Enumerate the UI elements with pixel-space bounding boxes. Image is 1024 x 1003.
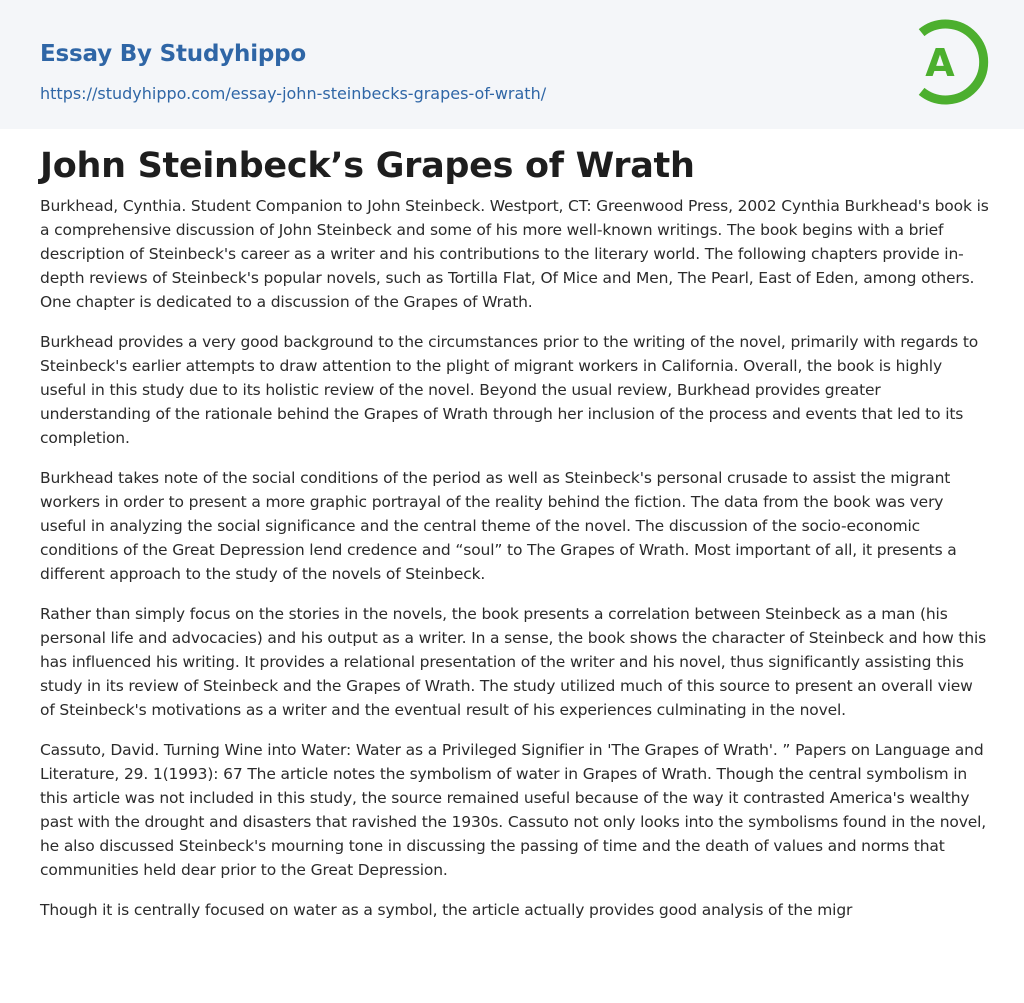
paragraph-2: Burkhead provides a very good background to the circumstances prior to the writing of the novel, primarily with regards to Steinbeck's earlier attempts to draw attention to the plight of migrant workers in California. Overall, the book is highly useful in this study due to its holistic review of the novel. Beyond the usual review, Burkhead provides greater understanding of the rationale behind the Grapes of Wrath through her inclusion of the process and events that led to its completion. bbox=[40, 333, 979, 447]
logo-letter: A bbox=[925, 41, 955, 85]
paragraph-6: Though it is centrally focused on water as a symbol, the article actually provides good analysis of the migr bbox=[40, 901, 853, 919]
site-brand[interactable]: Essay By Studyhippo bbox=[40, 41, 307, 67]
source-url-link[interactable]: https://studyhippo.com/essay-john-steinbecks-grapes-of-wrath/ bbox=[40, 84, 547, 103]
essay-body bbox=[40, 194, 990, 938]
paragraph-3: Burkhead takes note of the social conditions of the period as well as Steinbeck's personal crusade to assist the migrant workers in order to present a more graphic portrayal of the reality behind the fiction. The data from the book was very useful in analyzing the social significance and the central theme of the novel. The discussion of the socio-economic conditions of the Great Depression lend credence and “soul” to The Grapes of Wrath. Most important of all, it presents a different approach to the study of the novels of Steinbeck. bbox=[40, 469, 957, 583]
paragraph-1: Burkhead, Cynthia. Student Companion to John Steinbeck. Westport, CT: Greenwood Press, 2002 Cynthia Burkhead's book is a comprehensive discussion of John Steinbeck and some of his more well-known writings. The book begins with a brief description of Steinbeck's career as a writer and his contributions to the literary world. The following chapters provide in-depth reviews of Steinbeck's popular novels, such as Tortilla Flat, Of Mice and Men, The Pearl, East of Eden, among others. One chapter is dedicated to a discussion of the Grapes of Wrath. bbox=[40, 197, 989, 311]
site-header bbox=[0, 0, 1024, 129]
paragraph-4: Rather than simply focus on the stories in the novels, the book presents a correlation between Steinbeck as a man (his personal life and advocacies) and his output as a writer. In a sense, the book shows the character of Steinbeck and how this has influenced his writing. It provides a relational presentation of the writer and his novel, thus significantly assisting this study in its review of Steinbeck and the Grapes of Wrath. The study utilized much of this source to present an overall view of Steinbeck's motivations as a writer and the eventual result of his experiences culminating in the novel. bbox=[40, 605, 987, 719]
essay-title: John Steinbeck’s Grapes of Wrath bbox=[40, 146, 695, 186]
paragraph-5: Cassuto, David. Turning Wine into Water: Water as a Privileged Signifier in 'The Grapes of Wrath'. ” Papers on Language and Literature, 29. 1(1993): 67 The article notes the symbolism of water in Grapes of Wrath. Though the central symbolism in this article was not included in this study, the source remained useful because of the way it contrasted America's wealthy past with the drought and disasters that ravished the 1930s. Cassuto not only looks into the symbolisms found in the novel, he also discussed Steinbeck's mourning tone in discussing the passing of time and the death of values and norms that communities held dear prior to the Great Depression. bbox=[40, 741, 987, 879]
studyhippo-logo[interactable] bbox=[909, 16, 991, 108]
logo-ring-icon bbox=[909, 16, 991, 108]
